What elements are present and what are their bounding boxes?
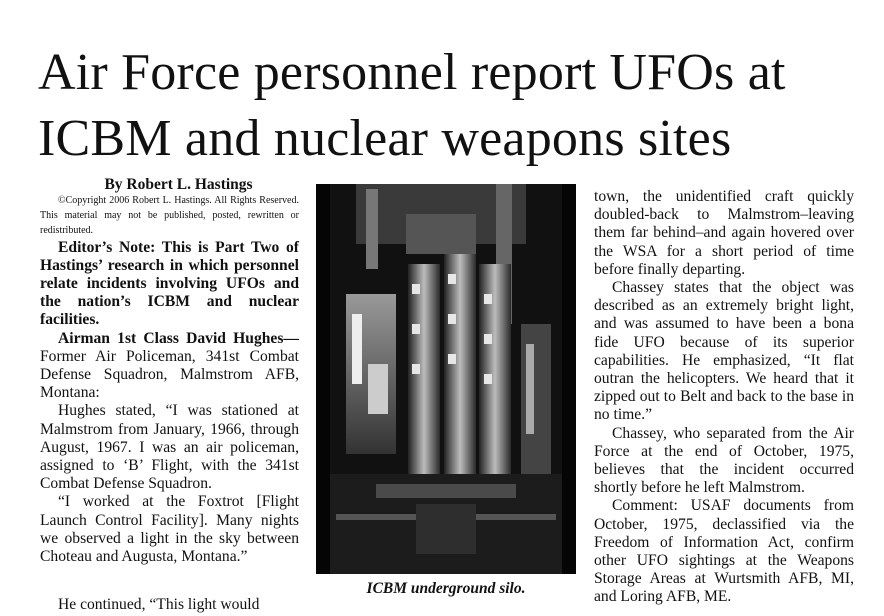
section-lead: Airman 1st Class David Hughes—	[58, 329, 299, 347]
section-lead-rest: Former Air Policeman, 341st Combat Defense Squadron, Malmstrom AFB, Montana:	[40, 347, 299, 402]
byline: By Robert L. Hastings	[104, 176, 253, 193]
headline: Air Force personnel report UFOs at ICBM and nuclear weapons sites	[38, 44, 786, 167]
body-paragraph: He continued, “This light would	[58, 596, 260, 613]
copyright-notice: ©Copyright 2006 Robert L. Hastings. All Rights Reserved. This material may not be published, posted, rewritten or redistributed.	[40, 195, 299, 236]
body-paragraph: Chassey states that the object was described as an extremely bright light, and was assumed to have been a bona fide UFO because of its superior capabilities. He emphasized, “It flat outran the helicopters. We heard that it zipped out to Belt and back to the base in no time.”	[594, 279, 854, 424]
editors-note: Editor’s Note: This is Part Two of Hastings’ research in which personnel relate incidents involving UFOs and the nation’s ICBM and nuclear facilities.	[40, 238, 299, 329]
column-left	[40, 176, 299, 566]
body-paragraph: Hughes stated, “I was stationed at Malmstrom from January, 1966, through August, 1967. I was an air policeman, assigned to ‘B’ Flight, with the 341st Combat Defense Squadron.	[40, 402, 299, 493]
body-paragraph-cutoff	[40, 596, 299, 616]
photo-caption: ICBM underground silo.	[366, 580, 526, 597]
silo-photo	[316, 184, 576, 574]
body-paragraph: town, the unidentified craft quickly doubled-back to Malmstrom–leaving them far behind–and again hovered over the WSA for a short period of time before finally departing.	[594, 188, 854, 278]
column-right	[594, 188, 854, 607]
body-paragraph: Chassey, who separated from the Air Force at the end of October, 1975, believes that the incident occurred shortly before he left Malmstrom.	[594, 424, 854, 497]
body-paragraph: “I worked at the Foxtrot [Flight Launch Control Facility]. Many nights we observed a light in the sky between Choteau and Augusta, Montana.”	[40, 493, 299, 566]
section-lead-paragraph	[40, 330, 299, 403]
body-paragraph: Comment: USAF documents from October, 1975, declassified via the Freedom of Information Act, confirm other UFO sightings at the Weapons Storage Areas at Wurtsmith AFB, MI, and Loring AFB, ME.	[594, 497, 854, 606]
